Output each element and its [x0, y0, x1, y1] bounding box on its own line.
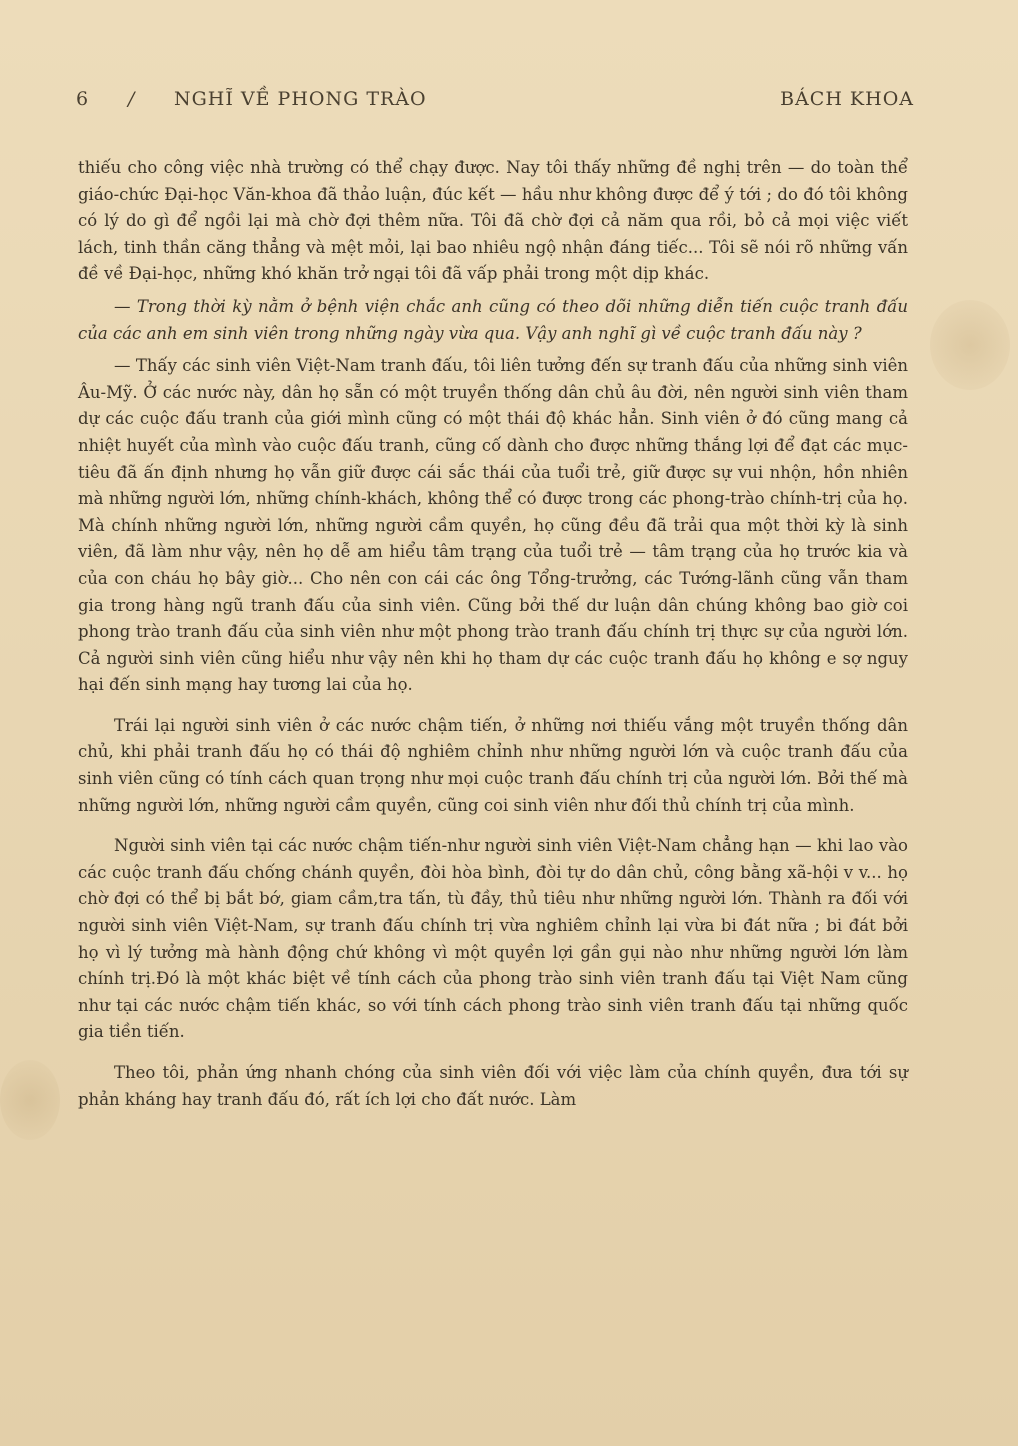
- article-body: [78, 155, 908, 1113]
- page-number: 6: [76, 88, 90, 110]
- paragraph: Theo tôi, phản ứng nhanh chóng của sinh viên đối với việc làm của chính quyền, đưa tới sự phản kháng hay tranh đấu đó, rất ích lợi cho đất nước. Làm: [78, 1063, 908, 1109]
- interview-question: — Trong thời kỳ nằm ở bệnh viện chắc anh cũng có theo dõi những diễn tiến cuộc tranh đấu của các anh em sinh viên trong những ngày vừa qua. Vậy anh nghĩ gì về cuộc tranh đấu này ?: [78, 296, 908, 343]
- paper-stain: [0, 1060, 60, 1140]
- interview-answer: — Thấy các sinh viên Việt-Nam tranh đấu, tôi liên tưởng đến sự tranh đấu của những sinh viên Âu-Mỹ. Ở các nước này, dân họ sẵn có một truyền thống dân chủ âu đời, nên người sinh viên tham dự các cuộc đấu tranh của giới mình cũng có một thái độ khác hẳn. Sinh viên ở đó cũng mang cả nhiệt huyết của mình vào cuộc đấu tranh, cũng cố dành cho được những thắng lợi để đạt các mục-tiêu đã ấn định nhưng họ vẫn giữ được cái sắc thái của tuổi trẻ, giữ được sự vui nhộn, hồn nhiên mà những người lớn, những chính-khách, không thể có được trong các phong-trào chính-trị của họ. Mà chính những người lớn, những người cầm quyền, họ cũng đều đã trải qua một thời kỳ là sinh viên, đã làm như vậy, nên họ dễ am hiểu tâm trạng của tuổi trẻ — tâm trạng của họ trước kia và của con cháu họ bây giờ... Cho nên con cái các ông Tổng-trưởng, các Tướng-lãnh cũng vẫn tham gia trong hàng ngũ tranh đấu của sinh viên. Cũng bởi thế dư luận dân chúng không bao giờ coi phong trào tranh đấu của sinh viên như một phong trào tranh đấu chính trị thực sự của người lớn. Cả người sinh viên cũng hiểu như vậy nên khi họ tham dự các cuộc tranh đấu họ không e sợ nguy hại đến sinh mạng hay tương lai của họ.: [78, 356, 908, 695]
- header-separator: /: [128, 88, 136, 110]
- paragraph: Trái lại người sinh viên ở các nước chậm tiến, ở những nơi thiếu vắng một truyền thống dân chủ, khi phải tranh đấu họ có thái độ nghiêm chỉnh như những người lớn và cuộc tranh đấu của sinh viên cũng có tính cách quan trọng như mọi cuộc tranh đấu chính trị của người lớn. Bởi thế mà những người lớn, những người cầm quyền, cũng coi sinh viên như đối thủ chính trị của mình.: [78, 715, 908, 815]
- paper-stain: [930, 300, 1010, 390]
- paragraph: thiếu cho công việc nhà trường có thể chạy được. Nay tôi thấy những đề nghị trên — do toàn thể giáo-chức Đại-học Văn-khoa đã thảo luận, đúc kết — hầu như không được để ý tới ; do đó tôi không có lý do gì để ngồi lại mà chờ đợi thêm nữa. Tôi đã chờ đợi cả năm qua rồi, bỏ cả mọi việc viết lách, tinh thần căng thẳng và mệt mỏi, lại bao nhiêu ngộ nhận đáng tiếc... Tôi sẽ nói rõ những vấn đề về Đại-học, những khó khăn trở ngại tôi đã vấp phải trong một dịp khác.: [78, 158, 908, 284]
- section-title: NGHĨ VỀ PHONG TRÀO: [174, 88, 427, 110]
- running-header: [76, 88, 914, 118]
- paragraph: Người sinh viên tại các nước chậm tiến-như người sinh viên Việt-Nam chẳng hạn — khi lao vào các cuộc tranh đấu chống chánh quyền, đòi hòa bình, đòi tự do dân chủ, công bằng xã-hội v v... họ chờ đợi có thể bị bắt bớ, giam cầm,tra tấn, tù đầy, thủ tiêu như những người lớn. Thành ra đối với người sinh viên Việt-Nam, sự tranh đấu chính trị vừa nghiêm chỉnh lại vừa bi đát nữa ; bi đát bởi họ vì lý tưởng mà hành động chứ không vì một quyền lợi gần gụi nào như những người lớn làm chính trị.Đó là một khác biệt về tính cách của phong trào sinh viên tranh đấu tại Việt Nam cũng như tại các nước chậm tiến khác, so với tính cách phong trào sinh viên tranh đấu tại những quốc gia tiền tiến.: [78, 836, 908, 1042]
- magazine-name: BÁCH KHOA: [780, 88, 914, 110]
